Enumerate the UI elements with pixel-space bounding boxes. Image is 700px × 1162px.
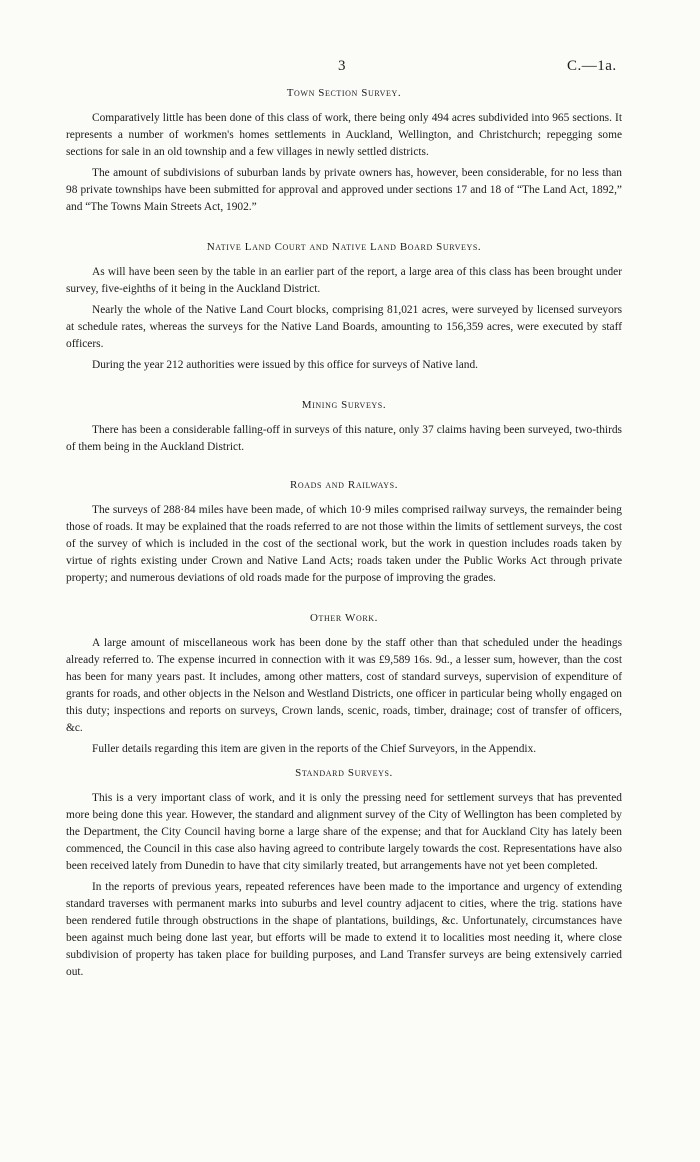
paragraph: In the reports of previous years, repeated references have been made to the importance and urgency of extending standard traverses with permanent marks into suburbs and level country adjacent to cities, where the trig. stations have been rendered futile through obstructions in the shape of plantations, buildings, &c. Unfortunately, circumstances have been against much being done last year, but efforts will be made to extend it to localities most needing it, where close subdivision of property has taken place for building purposes, and Land Transfer surveys are being extensively carried out. [66, 881, 622, 978]
paragraph: Comparatively little has been done of this class of work, there being only 494 acres subdivided into 965 sections. It represents a number of workmen's homes settlements in Auckland, Wellington, and Christchurch; repegging some sections for sale in an old township and a few villages in newly settled districts. [66, 112, 622, 158]
section-heading: Roads and Railways. [289, 479, 399, 491]
section-heading: Town Section Survey. [286, 87, 402, 99]
section-heading: Mining Surveys. [301, 399, 387, 411]
paragraph: As will have been seen by the table in an earlier part of the report, a large area of this class has been brought under survey, five-eighths of it being in the Auckland District. [66, 266, 622, 295]
document-body [66, 86, 622, 985]
section-heading: Native Land Court and Native Land Board Surveys. [206, 241, 482, 253]
paragraph: The amount of subdivisions of suburban lands by private owners has, however, been considerable, for no less than 98 private townships have been submitted for approval and approved under sections 17 and 18 of “The Land Act, 1892,” and “The Towns Main Streets Act, 1902.” [66, 167, 622, 213]
section-mining-surveys [66, 398, 622, 456]
section-roads-and-railways [66, 478, 622, 587]
section-town-section-survey [66, 86, 622, 216]
paragraph: A large amount of miscellaneous work has been done by the staff other than that scheduled under the headings already referred to. The expense incurred in connection with it was £9,589 16s. 9d., a lesser sum, however, than the cost has been for many years past. It includes, among other matters, cost of standard surveys, supervision of expenditure of grants for roads, and other objects in the Nelson and Westland Districts, one officer in particular being wholly engaged on this duty; inspections and reports on surveys, Crown lands, scenic, roads, timber, drainage; cost of transfer of officers, &c. [66, 637, 622, 734]
section-other-work [66, 611, 622, 758]
paragraph: Fuller details regarding this item are given in the reports of the Chief Surveyors, in the Appendix. [92, 743, 537, 755]
section-standard-surveys [66, 766, 622, 981]
paragraph: The surveys of 288·84 miles have been made, of which 10·9 miles comprised railway surveys, the remainder being those of roads. It may be explained that the roads referred to are not those within the limits of settlement surveys, the cost of the survey of which is included in the cost of the sectional work, but the work in question includes roads taken by virtue of rights existing under Crown and Native Land Acts; roads taken under the Public Works Act through private property; and numerous deviations of old roads made for the purpose of improving the grades. [66, 504, 622, 584]
paragraph: This is a very important class of work, and it is only the pressing need for settlement surveys that has prevented more being done this year. However, the standard and alignment survey of the City of Wellington has been completed by the Department, the City Council having borne a large share of the expense; and that for Auckland City has lately been commenced, the Council in this case also having agreed to contribute largely towards the cost. Representations have also been received lately from Dunedin to have that city similarly treated, but arrangements have not yet been completed. [66, 792, 622, 872]
page-number: 3 [338, 58, 346, 74]
paragraph: There has been a considerable falling-off in surveys of this nature, only 37 claims having been surveyed, two-thirds of them being in the Auckland District. [66, 424, 622, 453]
paragraph: During the year 212 authorities were issued by this office for surveys of Native land. [92, 359, 479, 371]
section-heading: Other Work. [309, 612, 378, 624]
section-native-land-surveys [66, 240, 622, 374]
section-heading: Standard Surveys. [295, 767, 393, 779]
page-reference: C.—1a. [567, 58, 617, 74]
paragraph: Nearly the whole of the Native Land Court blocks, comprising 81,021 acres, were surveyed by licensed surveyors at schedule rates, whereas the surveys for the Native Land Boards, amounting to 156,359 acres, were executed by staff officers. [66, 304, 622, 350]
